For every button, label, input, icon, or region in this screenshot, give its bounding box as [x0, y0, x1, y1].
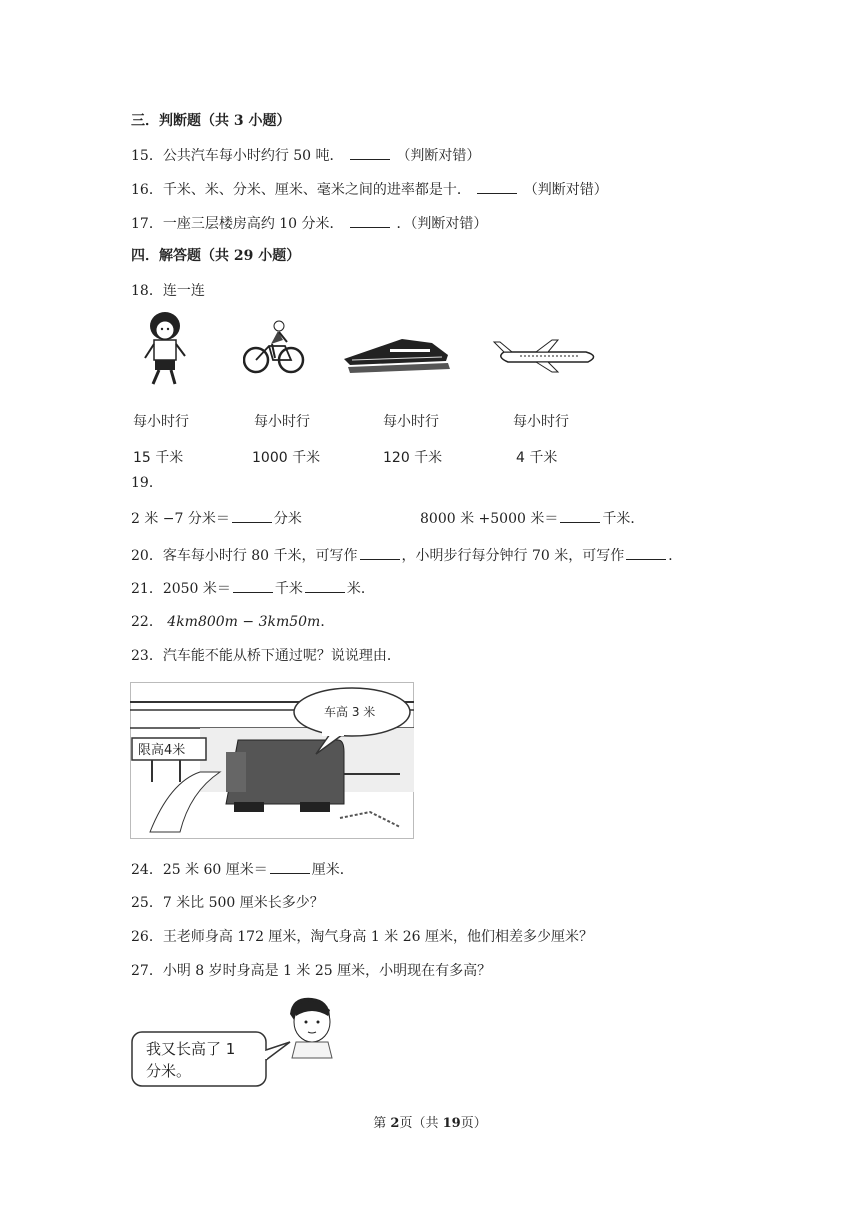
question-24-part-a: 24．25 米 60 厘米＝ [131, 862, 268, 878]
question-23-text: 23．汽车能不能从桥下通过呢？说说理由． [131, 648, 401, 664]
height-limit-sign: 限高4米 [138, 743, 186, 758]
question-20-part-a: 20．客车每小时行 80 千米，可写作 [131, 548, 358, 564]
speed-value-2: 1000 千米 [252, 450, 321, 466]
question-17-suffix: ．（判断对错） [396, 216, 488, 232]
section-answer-heading: 四．解答题（共 29 小题） [131, 248, 301, 264]
answer-blank-19b[interactable] [560, 508, 600, 523]
answer-blank-20b[interactable] [626, 545, 666, 560]
page-footer [0, 1112, 860, 1131]
question-18-title: 18．连一连 [131, 283, 205, 299]
cyclist-picture [243, 318, 305, 378]
question-19-number: 19． [131, 475, 163, 491]
question-15-text: 15．公共汽车每小时约行 50 吨． [131, 148, 344, 164]
truck-height-bubble: 车高 3 米 [324, 705, 376, 719]
answer-blank-20a[interactable] [360, 545, 400, 560]
question-17 [131, 213, 487, 234]
question-20 [131, 545, 682, 566]
question-19-right [420, 508, 644, 529]
question-22-end: ． [320, 614, 335, 630]
question-26: 26．王老师身高 172 厘米，淘气身高 1 米 26 厘米，他们相差多少厘米？ [131, 929, 593, 945]
footer-middle: 页（共 [399, 1116, 443, 1131]
airplane-picture [490, 338, 602, 374]
answer-blank-21a[interactable] [233, 578, 273, 593]
answer-blank-15[interactable] [350, 145, 390, 160]
question-16-suffix: （判断对错） [523, 182, 608, 198]
question-24 [131, 859, 354, 880]
question-25: 25．7 米比 500 厘米长多少？ [131, 895, 324, 911]
speed-label-4: 每小时行 [513, 414, 569, 430]
speed-value-4: 4 千米 [516, 450, 558, 466]
question-22-number: 22． [131, 614, 163, 630]
question-20-part-c: ． [668, 548, 683, 564]
question-17-text: 17．一座三层楼房高约 10 分米． [131, 216, 344, 232]
footer-prefix: 第 [373, 1116, 391, 1131]
question-16 [131, 179, 608, 200]
question-27: 27．小明 8 岁时身高是 1 米 25 厘米，小明现在有多高？ [131, 963, 492, 979]
current-page-number: 2 [390, 1116, 400, 1131]
speed-label-1: 每小时行 [133, 414, 189, 430]
question-19-left-unit: 分米 [273, 511, 302, 527]
speed-value-1: 15 千米 [133, 450, 184, 466]
speech-bubble-line-2: 分米。 [146, 1062, 192, 1080]
bridge-truck-picture [130, 682, 414, 839]
question-19-left-expr: 2 米 −7 分米＝ [131, 511, 230, 527]
question-21-part-a: 21．2050 米＝ [131, 581, 231, 597]
speed-label-3: 每小时行 [383, 414, 439, 430]
answer-blank-19a[interactable] [232, 508, 272, 523]
answer-blank-16[interactable] [477, 179, 517, 194]
question-19-left [131, 508, 302, 529]
section-judge-heading: 三．判断题（共 3 小题） [131, 113, 291, 129]
question-21-part-b: 千米 [274, 581, 303, 597]
speed-value-3: 120 千米 [383, 450, 443, 466]
train-picture [342, 333, 450, 375]
total-page-count: 19 [442, 1116, 461, 1131]
question-15-suffix: （判断对错） [396, 148, 481, 164]
question-21 [131, 578, 375, 599]
question-24-part-b: 厘米． [311, 862, 354, 878]
answer-blank-21b[interactable] [305, 578, 345, 593]
question-16-text: 16．千米、米、分米、厘米、毫米之间的进率都是十． [131, 182, 471, 198]
answer-blank-24[interactable] [270, 859, 310, 874]
question-22 [131, 612, 334, 632]
speed-label-2: 每小时行 [254, 414, 310, 430]
question-15 [131, 145, 480, 166]
speech-bubble-line-1: 我又长高了 1 [146, 1040, 236, 1058]
girl-walking-picture [135, 308, 195, 388]
boy-speech-picture [130, 994, 336, 1090]
answer-blank-17[interactable] [350, 213, 390, 228]
question-19-right-unit: 千米． [602, 511, 645, 527]
question-19-right-expr: 8000 米 +5000 米＝ [420, 511, 559, 527]
question-20-part-b: ，小明步行每分钟行 70 米，可写作 [401, 548, 625, 564]
footer-suffix: 页） [460, 1116, 487, 1131]
question-22-expression: 4km800m − 3km50m [167, 614, 321, 630]
question-21-part-c: 米． [346, 581, 375, 597]
